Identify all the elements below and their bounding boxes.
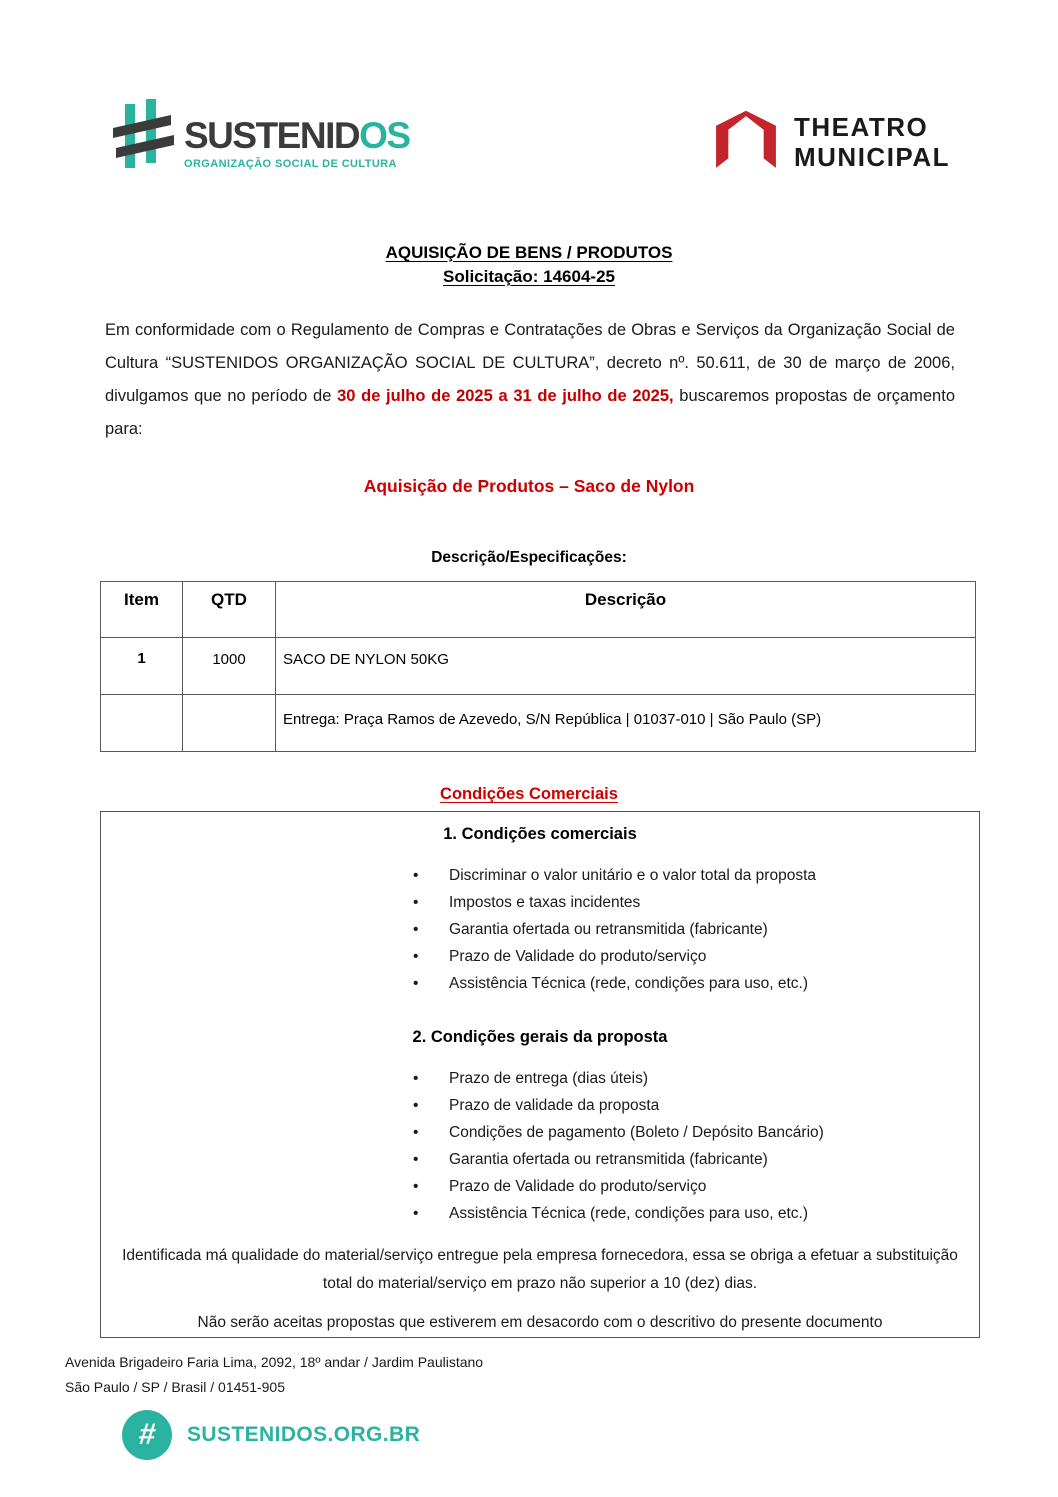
spec-heading: Descrição/Especificações: bbox=[431, 549, 627, 566]
bullet-item: • Garantia ofertada ou retransmitida (fabricante) bbox=[411, 1146, 979, 1173]
col-header-item: Item bbox=[101, 582, 183, 638]
bullet-item: • Prazo de validade da proposta bbox=[411, 1092, 979, 1119]
footer-address bbox=[65, 1350, 1058, 1400]
table-row-delivery bbox=[101, 695, 976, 752]
document-header bbox=[0, 0, 1058, 185]
bullet-item: • Prazo de entrega (dias úteis) bbox=[411, 1065, 979, 1092]
hash-glyph: # bbox=[136, 1418, 158, 1451]
table-header-row bbox=[101, 582, 976, 638]
conditions-section2-title: 2. Condições gerais da proposta bbox=[412, 1028, 668, 1046]
sustenidos-hash-icon bbox=[113, 95, 175, 191]
conditions-section1-list bbox=[101, 862, 979, 997]
conditions-section2-list bbox=[101, 1065, 979, 1227]
footer-address-line2: São Paulo / SP / Brasil / 01451-905 bbox=[65, 1379, 285, 1395]
col-header-qtd: QTD bbox=[183, 582, 276, 638]
bullet-item: • Discriminar o valor unitário e o valor total da proposta bbox=[411, 862, 979, 889]
intro-paragraph bbox=[105, 314, 955, 446]
col-header-descricao: Descrição bbox=[276, 582, 976, 638]
sustenidos-logo bbox=[113, 95, 410, 191]
bullet-item: • Prazo de Validade do produto/serviço bbox=[411, 943, 979, 970]
cell-item-number: 1 bbox=[101, 638, 183, 695]
conditions-heading-text: Condições Comerciais bbox=[440, 785, 618, 803]
table-row bbox=[101, 638, 976, 695]
acceptance-note: Não serão aceitas propostas que estiverem em desacordo com o descritivo do presente documento bbox=[197, 1314, 883, 1331]
items-table bbox=[100, 581, 976, 752]
theatro-arch-icon bbox=[712, 103, 780, 179]
cell-quantity: 1000 bbox=[183, 638, 276, 695]
bullet-item: • Garantia ofertada ou retransmitida (fabricante) bbox=[411, 916, 979, 943]
bullet-item: • Impostos e taxas incidentes bbox=[411, 889, 979, 916]
title-line1: AQUISIÇÃO DE BENS / PRODUTOS bbox=[385, 243, 673, 262]
cell-description: SACO DE NYLON 50KG bbox=[276, 638, 976, 695]
brand-main: SUSTENID bbox=[184, 115, 360, 156]
brand-accent: OS bbox=[359, 115, 410, 156]
sustenidos-tagline: ORGANIZAÇÃO SOCIAL DE CULTURA bbox=[184, 158, 397, 170]
theatro-line2: MUNICIPAL bbox=[793, 142, 950, 172]
conditions-section1-title: 1. Condições comerciais bbox=[443, 825, 637, 843]
footer-site-url: SUSTENIDOS.ORG.BR bbox=[187, 1423, 421, 1446]
document-title bbox=[0, 241, 1058, 289]
sustenidos-circle-hash-icon bbox=[122, 1410, 172, 1460]
sustenidos-logo-text bbox=[184, 95, 410, 170]
intro-text-before: Em conformidade com o Regulamento de Compras e Contratações de Obras e Serviços da Organização Social de Cultura “SUSTENIDOS ORGANIZAÇÃO SOCIAL DE CULTURA”, decreto nº. 50.611, de 30 de março de 2006, divulgamos que no período de bbox=[105, 321, 955, 405]
footer-brand bbox=[122, 1410, 1058, 1460]
footer-address-line1: Avenida Brigadeiro Faria Lima, 2092, 18º andar / Jardim Paulistano bbox=[65, 1354, 484, 1370]
product-heading: Aquisição de Produtos – Saco de Nylon bbox=[363, 476, 695, 496]
conditions-heading bbox=[0, 785, 1058, 804]
bullet-item: • Condições de pagamento (Boleto / Depósito Bancário) bbox=[411, 1119, 979, 1146]
intro-text-after: buscaremos propostas de orçamento para: bbox=[105, 387, 955, 438]
intro-date-range: 30 de julho de 2025 a 31 de julho de 2025, bbox=[337, 387, 674, 405]
theatro-logo-text bbox=[794, 103, 950, 172]
title-line2: Solicitação: 14604-25 bbox=[443, 267, 615, 286]
cell-item-number bbox=[101, 695, 183, 752]
conditions-box bbox=[100, 811, 980, 1338]
theatro-municipal-logo bbox=[712, 95, 950, 179]
sustenidos-brand bbox=[184, 117, 410, 155]
bullet-item: • Prazo de Validade do produto/serviço bbox=[411, 1173, 979, 1200]
theatro-line1: THEATRO bbox=[793, 112, 929, 142]
quality-note: Identificada má qualidade do material/serviço entregue pela empresa fornecedora, essa se obriga a efetuar a substituição total do material/serviço em prazo não superior a 10 (dez) dias. bbox=[122, 1247, 958, 1292]
bullet-item: • Assistência Técnica (rede, condições para uso, etc.) bbox=[411, 970, 979, 997]
bullet-item: • Assistência Técnica (rede, condições para uso, etc.) bbox=[411, 1200, 979, 1227]
cell-delivery-address: Entrega: Praça Ramos de Azevedo, S/N República | 01037-010 | São Paulo (SP) bbox=[276, 695, 976, 752]
cell-quantity bbox=[183, 695, 276, 752]
